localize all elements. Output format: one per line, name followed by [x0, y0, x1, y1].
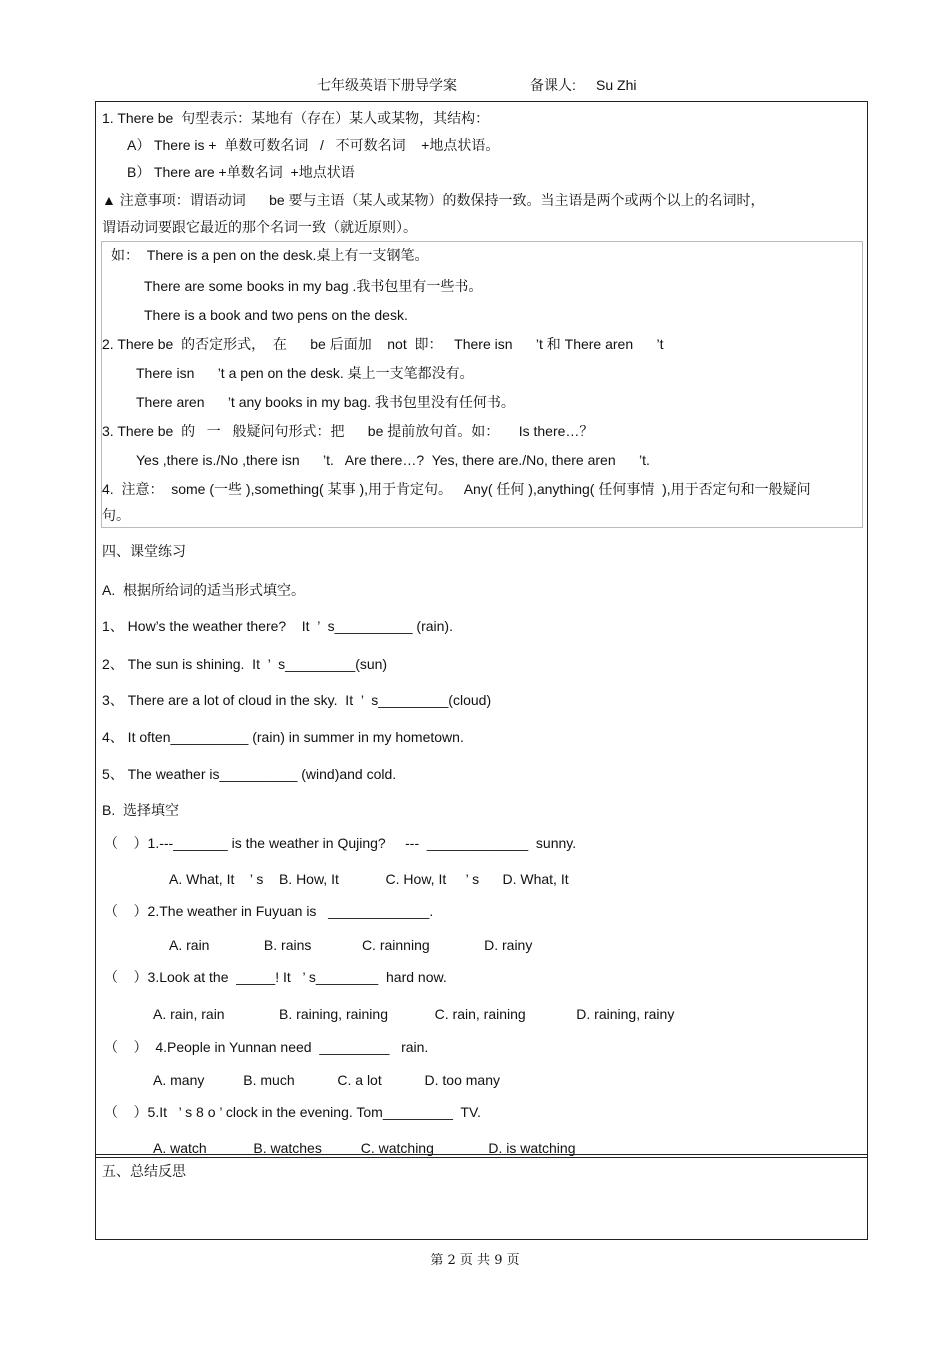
grammar-line-3: B） There are +单数名词 +地点状语 — [127, 164, 355, 180]
page-footer: 第 2 页 共 9 页 — [430, 1253, 520, 1268]
example-line-2: There are some books in my bag .我书包里有一些书。 — [144, 278, 483, 294]
question-form: 3. There be 的 一 般疑问句形式：把 be 提前放句首。如： Is there…？ — [102, 423, 594, 439]
example-line-3: There is a book and two pens on the desk. — [144, 307, 408, 323]
choice-question-3: （ ）3.Look at the _____! It ’ s________ hard now. — [104, 969, 447, 985]
some-any-note: 4. 注意： some (一些 ),something( 某事 ),用于肯定句。 Any( 任何 ),anything( 任何事情 ),用于否定句和一般疑问 — [102, 481, 811, 497]
author-label: 备课人: — [530, 77, 576, 93]
negative-form: 2. There be 的否定形式， 在 be 后面加 not 即： There isn ’t 和 There aren ’t — [102, 336, 664, 352]
part-b-title: B. 选择填空 — [102, 802, 180, 818]
fill-blank-3: 3、 There are a lot of cloud in the sky. It ’ s_________(cloud) — [102, 692, 492, 708]
grammar-note-cont: 谓语动词要跟它最近的那个名词一致（就近原则）。 — [102, 219, 417, 235]
negative-example-2: There aren ’t any books in my bag. 我书包里没有任何书。 — [136, 394, 515, 410]
choice-options-1: A. What, It ’ s B. How, It C. How, It ’ s D. What, It — [169, 871, 569, 887]
course-title: 七年级英语下册导学案 — [317, 77, 457, 93]
negative-example-1: There isn ’t a pen on the desk. 桌上一支笔都没有。 — [136, 365, 474, 381]
fill-blank-4: 4、 It often__________ (rain) in summer in my hometown. — [102, 729, 464, 745]
section-divider-double — [95, 1157, 868, 1158]
grammar-line-2: A） There is + 单数可数名词 / 不可数名词 +地点状语。 — [127, 137, 500, 153]
fill-blank-2: 2、 The sun is shining. It ’ s_________(sun) — [102, 656, 388, 672]
author-name: Su Zhi — [596, 77, 637, 93]
choice-question-4: （ ） 4.People in Yunnan need _________ rain. — [104, 1039, 429, 1055]
choice-question-2: （ ）2.The weather in Fuyuan is _____________. — [104, 903, 434, 919]
example-line-1: 如： There is a pen on the desk.桌上有一支钢笔。 — [111, 247, 429, 263]
choice-question-5: （ ）5.It ’ s 8 o ’ clock in the evening. Tom_________ TV. — [104, 1104, 481, 1120]
grammar-line-1: 1. There be 句型表示：某地有（存在）某人或某物，其结构： — [102, 110, 490, 126]
choice-question-1: （ ）1.---_______ is the weather in Qujing? --- _____________ sunny. — [104, 835, 577, 851]
summary-title: 五、总结反思 — [102, 1163, 186, 1179]
fill-blank-5: 5、 The weather is__________ (wind)and cold. — [102, 766, 397, 782]
practice-title: 四、课堂练习 — [102, 543, 186, 559]
fill-blank-1: 1、 How’s the weather there? It ’ s__________ (rain). — [102, 618, 453, 634]
grammar-note: ▲ 注意事项：谓语动词 be 要与主语（某人或某物）的数保持一致。当主语是两个或两个以上的名词时， — [102, 192, 765, 208]
choice-options-5: A. watch B. watches C. watching D. is watching — [153, 1140, 576, 1156]
choice-options-4: A. many B. much C. a lot D. too many — [153, 1072, 500, 1088]
question-answers: Yes ,there is./No ,there isn ’t. Are there…? Yes, there are./No, there aren ’t. — [136, 452, 650, 468]
choice-options-3: A. rain, rain B. raining, raining C. rain, raining D. raining, rainy — [153, 1006, 675, 1022]
choice-options-2: A. rain B. rains C. rainning D. rainy — [169, 937, 533, 953]
part-a-title: A. 根据所给词的适当形式填空。 — [102, 582, 306, 598]
some-any-note-cont: 句。 — [102, 507, 130, 523]
